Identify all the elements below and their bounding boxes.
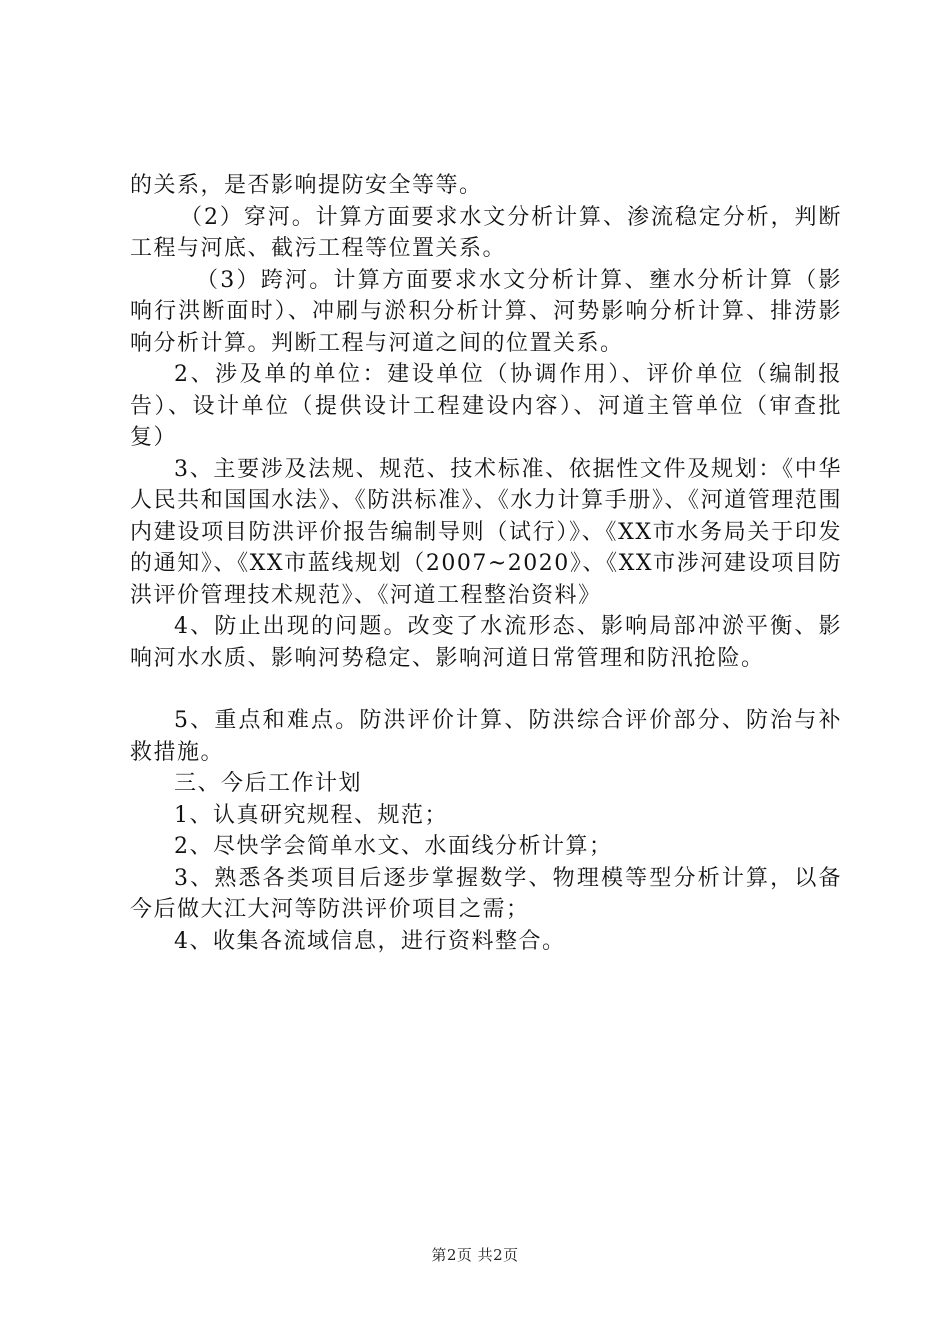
paragraph-continuation: 的关系，是否影响提防安全等等。 [130,173,483,198]
section-heading-work-plan: 三、今后工作计划 [174,771,363,796]
plan-item-4: 4、收集各流域信息，进行资料整合。 [174,928,566,954]
paragraph-key-difficulties: 5、重点和难点。防洪评价计算、防洪综合评价部分、防治与补救措施。 [130,708,842,765]
plan-item-1: 1、认真研究规程、规范； [174,802,448,828]
paragraph-involved-units: 2、涉及单的单位：建设单位（协调作用）、评价单位（编制报告）、设计单位（提供设计工程建设内容）、河道主管单位（审查批复） [130,362,842,450]
plan-item-3: 3、熟悉各类项目后逐步掌握数学、物理模等型分析计算，以备今后做大江大河等防洪评价项目之需； [130,865,842,922]
paragraph-crossing-under: （2）穿河。计算方面要求水文分析计算、渗流稳定分析，判断工程与河底、截污工程等位置关系。 [130,204,842,261]
paragraph-crossing-over: （3）跨河。计算方面要求水文分析计算、壅水分析计算（影响行洪断面时）、冲刷与淤积分析计算、河势影响分析计算、排涝影响分析计算。判断工程与河道之间的位置关系。 [130,267,842,356]
document-body [130,170,842,957]
paragraph-regulations: 3、主要涉及法规、规范、技术标准、依据性文件及规划：《中华人民共和国国水法》、《防洪标准》、《水力计算手册》、《河道管理范围内建设项目防洪评价报告编制导则（试行）》、《XX市水务局关于印发的通知》、《XX市蓝线规划（2007~2020》、《XX市涉河建设项目防洪评价管理技术规范》、《河道工程整治资料》 [130,456,842,608]
paragraph-problems: 4、防止出现的问题。改变了水流形态、影响局部冲淤平衡、影响河水水质、影响河势稳定、影响河道日常管理和防汛抢险。 [130,614,842,671]
plan-item-2: 2、尽快学会简单水文、水面线分析计算； [174,834,613,859]
page-number-footer: 第2页 共2页 [431,1246,519,1264]
